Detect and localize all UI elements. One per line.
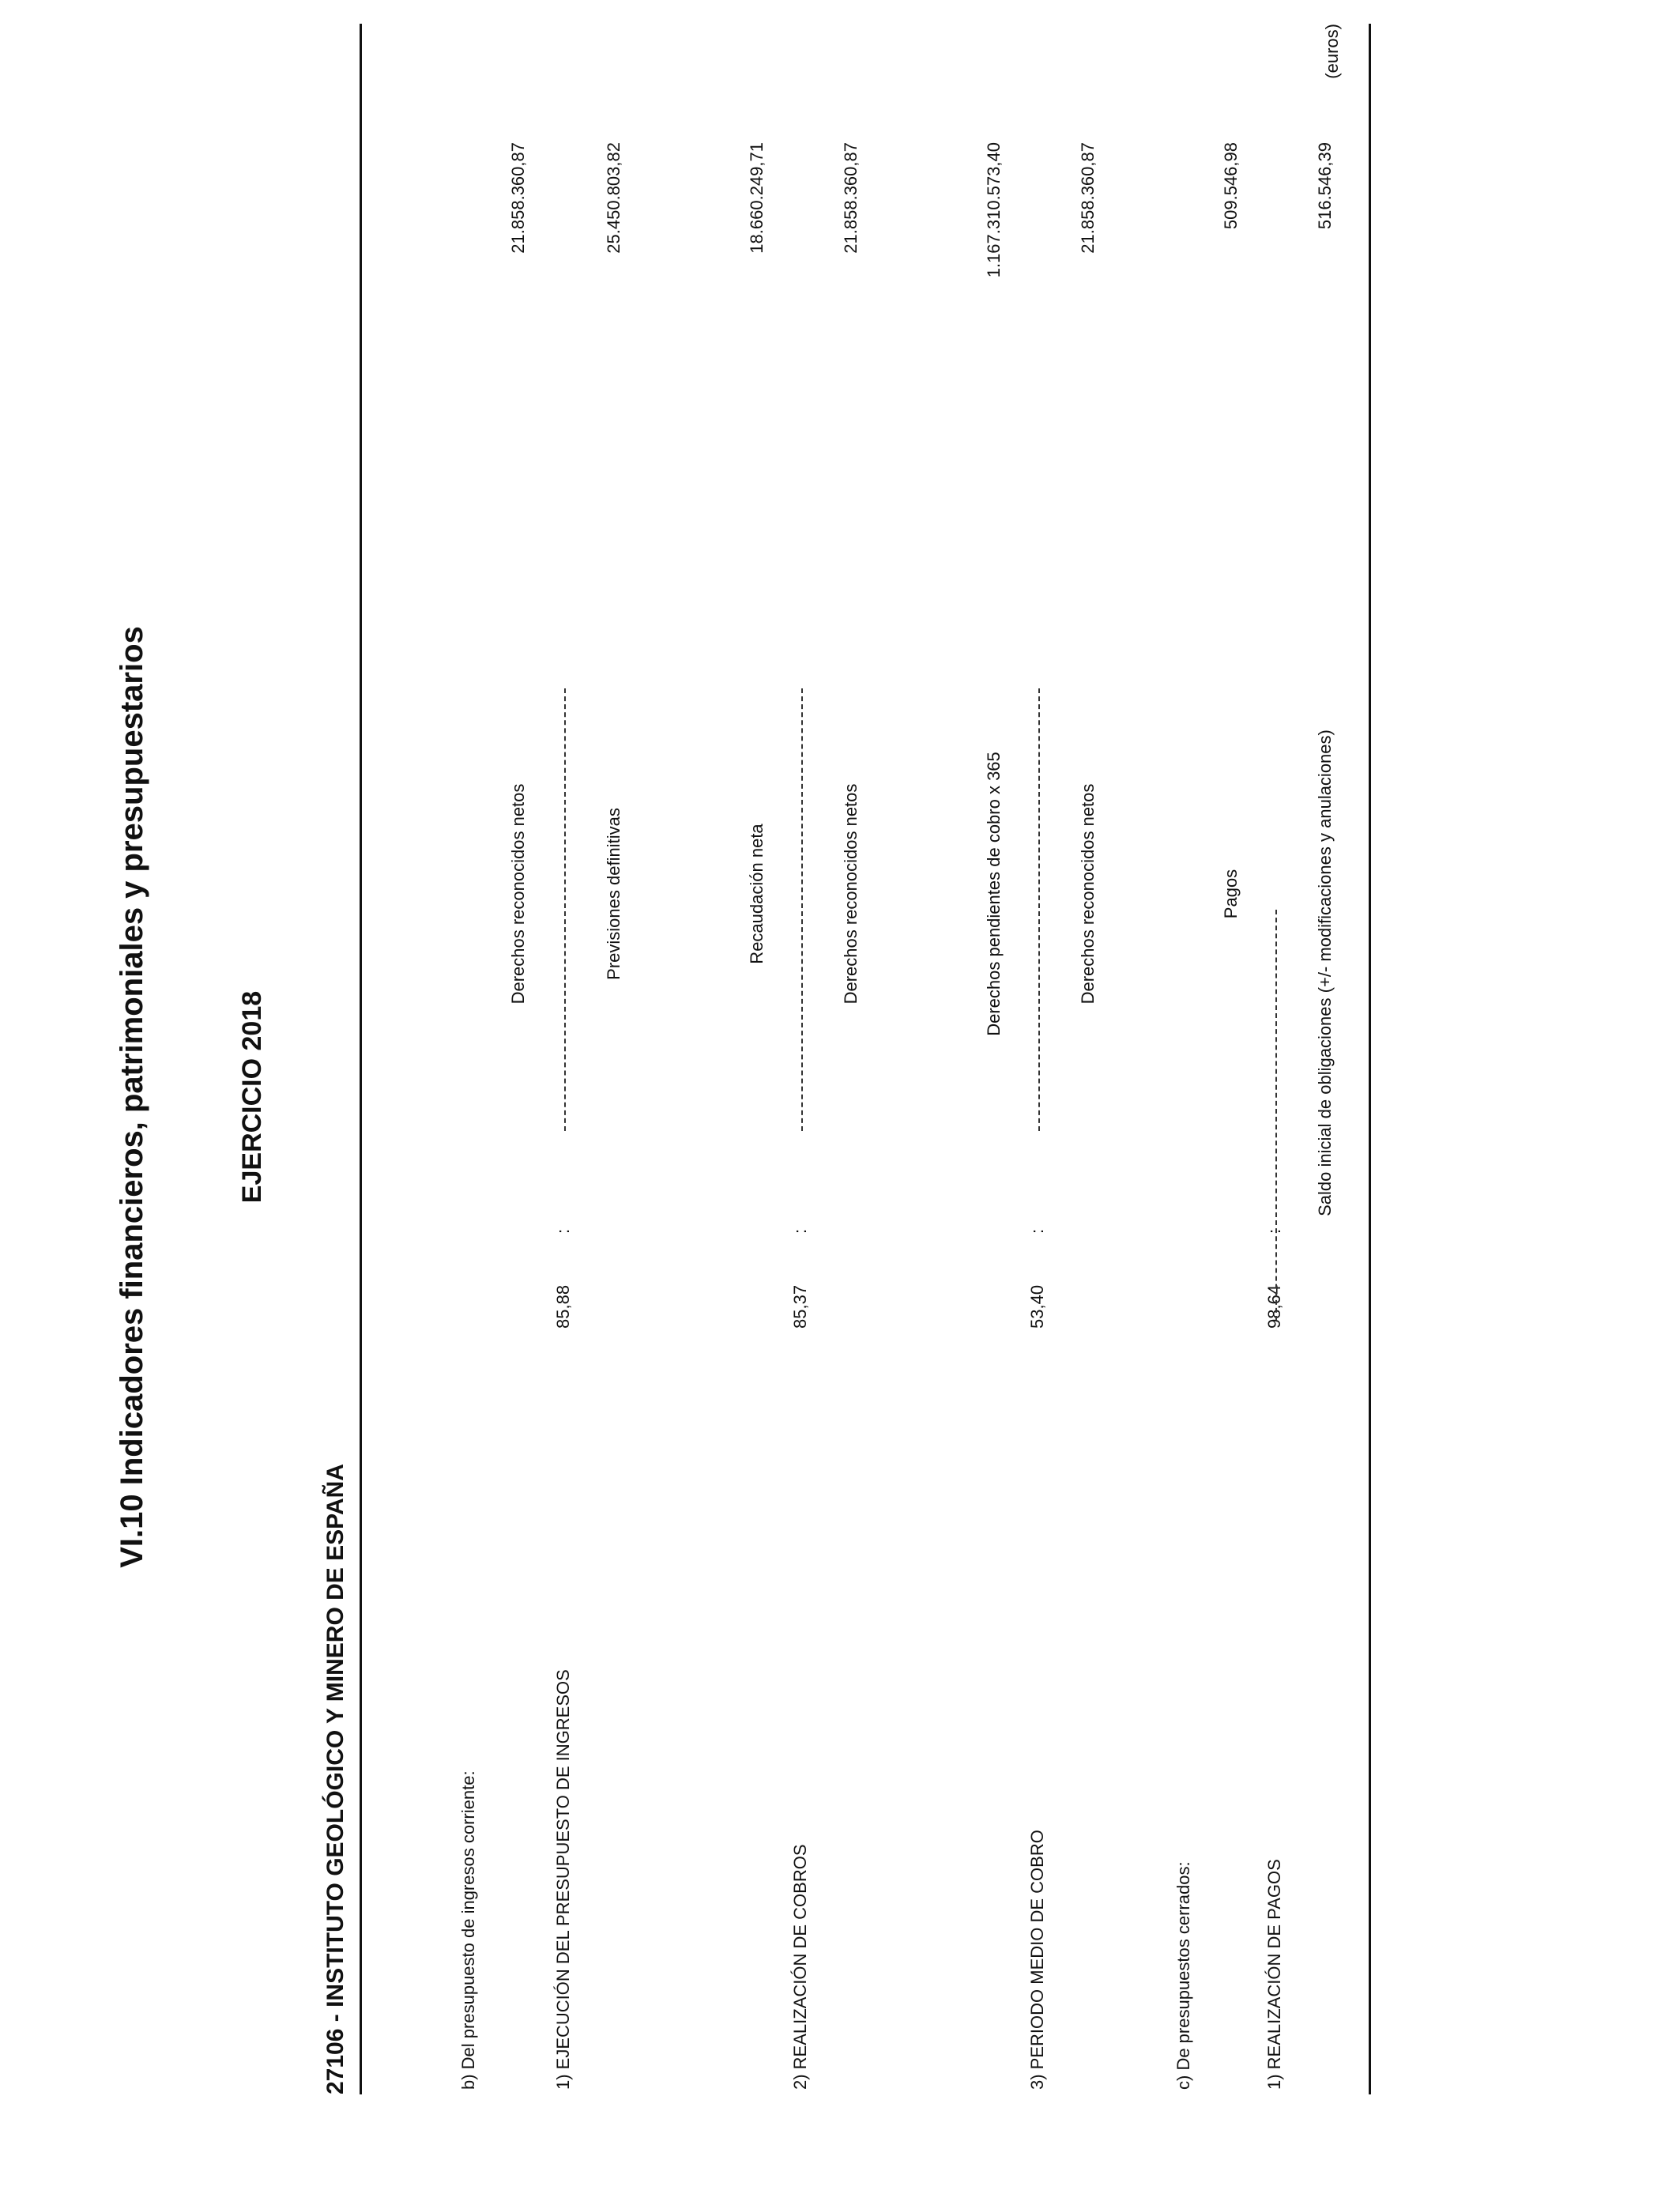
indicator-label: 3) PERIODO MEDIO DE COBRO bbox=[1027, 1830, 1047, 2090]
units-label: (euros) bbox=[1322, 24, 1342, 79]
entity-name: 27106 - INSTITUTO GEOLÓGICO Y MINERO DE ESPAÑA bbox=[322, 1464, 348, 2094]
indicator-value: 98,64 bbox=[1264, 1284, 1284, 1329]
denominator-amount: 25.450.803,82 bbox=[604, 142, 623, 254]
fraction-line bbox=[801, 688, 803, 1131]
denominator-label: Previsiones definitivas bbox=[604, 808, 623, 980]
numerator-label: Recaudación neta bbox=[747, 824, 767, 964]
fiscal-year-heading: EJERCICIO 2018 bbox=[237, 990, 267, 1204]
numerator-label: Derechos reconocidos netos bbox=[508, 783, 528, 1005]
page-title: VI.10 Indicadores financieros, patrimoniales y presupuestarios bbox=[115, 626, 149, 1568]
fraction-line bbox=[1275, 910, 1277, 1321]
denominator-amount: 21.858.360,87 bbox=[841, 142, 861, 254]
denominator-label: Derechos reconocidos netos bbox=[1078, 783, 1098, 1005]
denominator-label: Saldo inicial de obligaciones (+/- modificaciones y anulaciones) bbox=[1315, 729, 1335, 1216]
fraction-line bbox=[564, 688, 566, 1131]
indicator-colon: : bbox=[790, 1228, 810, 1234]
indicator-colon: : bbox=[1027, 1228, 1047, 1234]
numerator-amount: 21.858.360,87 bbox=[508, 142, 528, 254]
section-b-title: b) Del presupuesto de ingresos corriente: bbox=[458, 1770, 478, 2090]
top-rule bbox=[360, 24, 362, 2094]
section-c-title: c) De presupuestos cerrados: bbox=[1173, 1861, 1193, 2090]
indicator-label: 1) EJECUCIÓN DEL PRESUPUESTO DE INGRESOS bbox=[553, 1669, 573, 2090]
fraction-line bbox=[1038, 688, 1040, 1131]
numerator-amount: 18.660.249,71 bbox=[747, 142, 767, 254]
indicator-value: 85,88 bbox=[553, 1284, 573, 1329]
denominator-amount: 21.858.360,87 bbox=[1078, 142, 1098, 254]
bottom-rule bbox=[1369, 24, 1371, 2094]
indicator-value: 85,37 bbox=[790, 1284, 810, 1329]
denominator-label: Derechos reconocidos netos bbox=[841, 783, 861, 1005]
indicator-colon: : bbox=[1264, 1228, 1284, 1234]
indicator-value: 53,40 bbox=[1027, 1284, 1047, 1329]
numerator-amount: 1.167.310.573,40 bbox=[984, 142, 1004, 278]
numerator-amount: 509.546,98 bbox=[1221, 142, 1241, 230]
numerator-label: Derechos pendientes de cobro x 365 bbox=[984, 752, 1004, 1036]
indicator-label: 1) REALIZACIÓN DE PAGOS bbox=[1264, 1859, 1284, 2090]
denominator-amount: 516.546,39 bbox=[1315, 142, 1335, 230]
indicator-label: 2) REALIZACIÓN DE COBROS bbox=[790, 1844, 810, 2090]
indicator-colon: : bbox=[553, 1228, 573, 1234]
numerator-label: Pagos bbox=[1221, 869, 1241, 919]
